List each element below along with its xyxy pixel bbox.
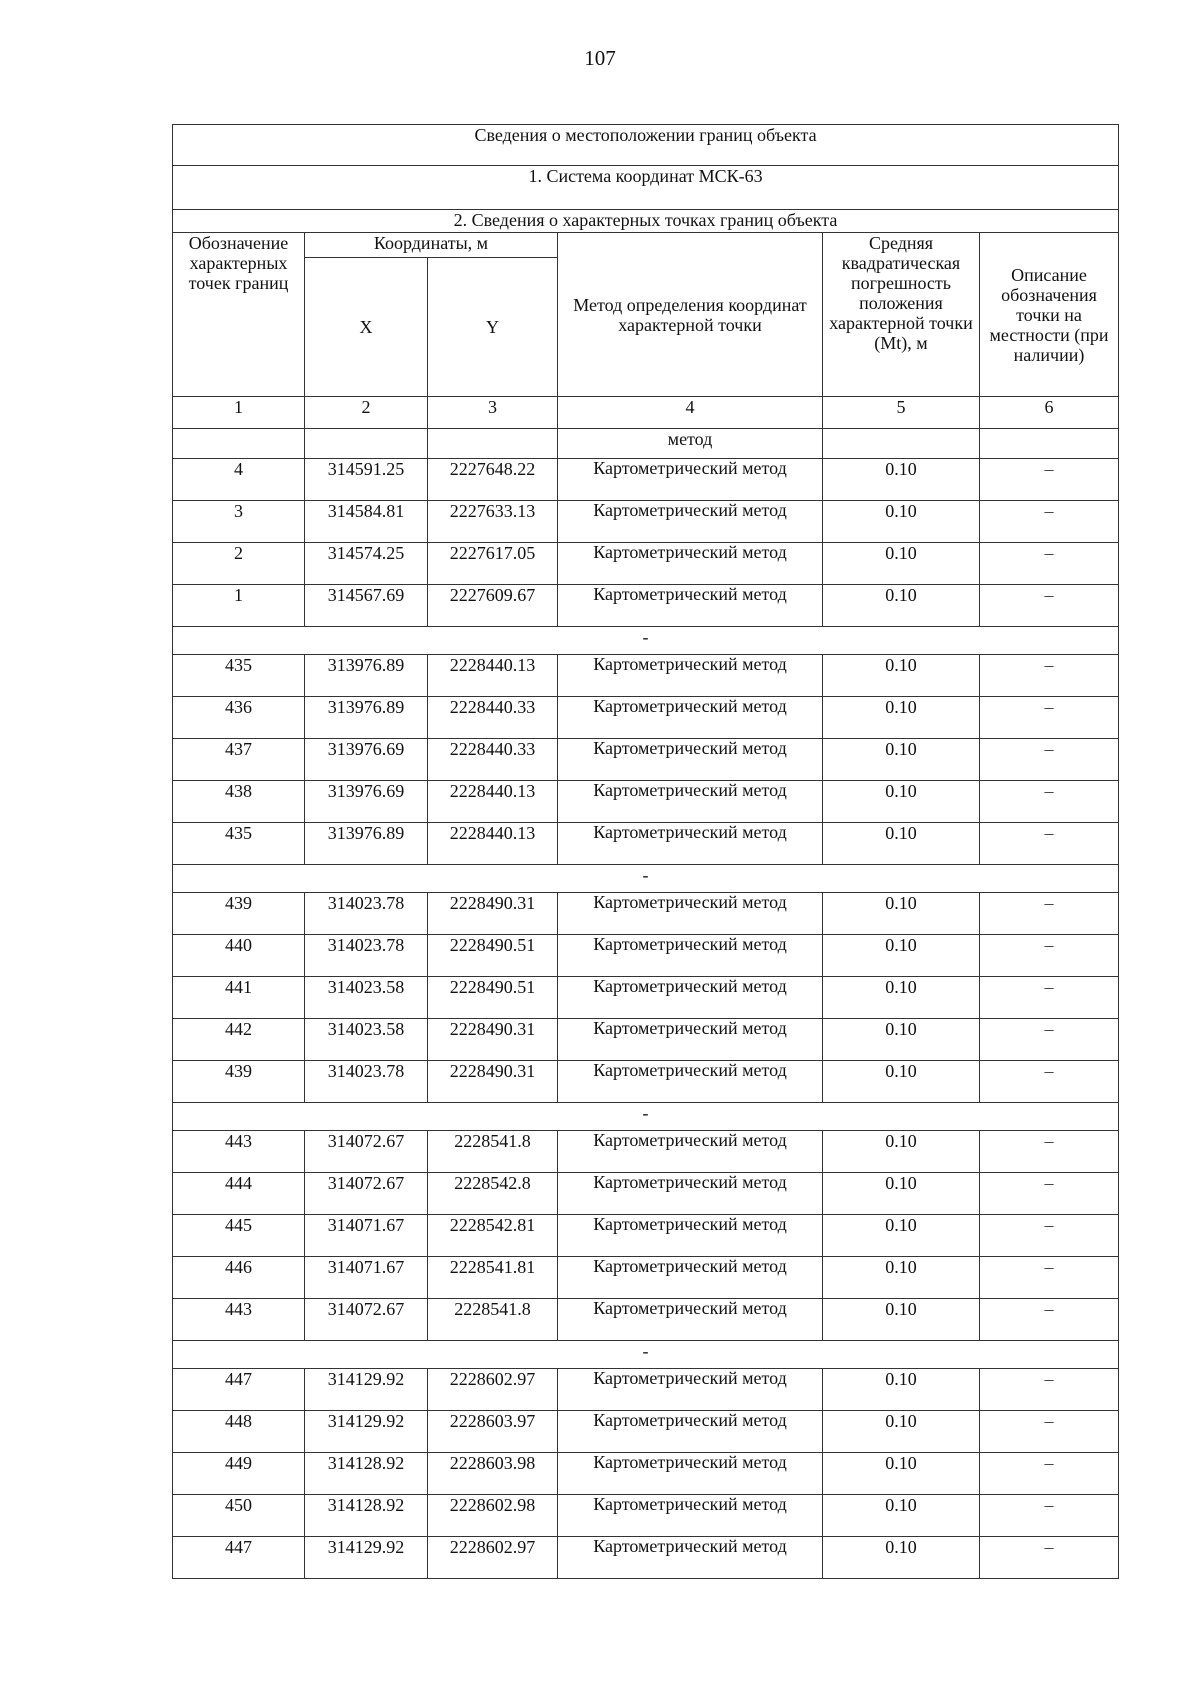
- y-cell: 2228490.31: [428, 893, 558, 935]
- method-cell: Картометрический метод: [558, 1369, 823, 1411]
- point-cell: 447: [173, 1369, 305, 1411]
- group-separator: -: [173, 865, 1119, 893]
- method-cell: Картометрический метод: [558, 1019, 823, 1061]
- y-cell: 2228603.98: [428, 1453, 558, 1495]
- x-cell: 313976.89: [305, 697, 428, 739]
- group-separator-row: [173, 1103, 1119, 1131]
- method-cell: Картометрический метод: [558, 739, 823, 781]
- table-row: [173, 585, 1119, 627]
- description-cell: –: [980, 1453, 1119, 1495]
- error-cell: 0.10: [823, 1061, 980, 1103]
- error-cell: 0.10: [823, 823, 980, 865]
- group-separator-row: [173, 627, 1119, 655]
- description-cell: –: [980, 1537, 1119, 1579]
- point-cell: 4: [173, 459, 305, 501]
- table-row: [173, 1299, 1119, 1341]
- point-cell: 444: [173, 1173, 305, 1215]
- description-cell: –: [980, 739, 1119, 781]
- error-cell: 0.10: [823, 459, 980, 501]
- table-row: [173, 459, 1119, 501]
- point-cell: 450: [173, 1495, 305, 1537]
- method-cell: Картометрический метод: [558, 1495, 823, 1537]
- y-cell: 2228440.13: [428, 823, 558, 865]
- description-cell: –: [980, 1061, 1119, 1103]
- error-cell: 0.10: [823, 781, 980, 823]
- description-cell: –: [980, 543, 1119, 585]
- header-error: Средняя квадратическая погрешность положения характерной точки (Mt), м: [823, 233, 980, 397]
- description-cell: –: [980, 1019, 1119, 1061]
- method-cell: Картометрический метод: [558, 1453, 823, 1495]
- error-cell: 0.10: [823, 1019, 980, 1061]
- table-row: [173, 1131, 1119, 1173]
- point-cell: 443: [173, 1131, 305, 1173]
- group-separator: -: [173, 1341, 1119, 1369]
- description-cell: –: [980, 501, 1119, 543]
- x-cell: 314023.78: [305, 1061, 428, 1103]
- x-cell: 314071.67: [305, 1215, 428, 1257]
- description-cell: –: [980, 781, 1119, 823]
- description-cell: –: [980, 1369, 1119, 1411]
- method-cell: Картометрический метод: [558, 697, 823, 739]
- point-cell: 449: [173, 1453, 305, 1495]
- method-cell: Картометрический метод: [558, 1131, 823, 1173]
- table-row: [173, 1411, 1119, 1453]
- y-cell: 2228490.31: [428, 1019, 558, 1061]
- x-cell: 314072.67: [305, 1299, 428, 1341]
- method-cell: Картометрический метод: [558, 1215, 823, 1257]
- point-cell: 440: [173, 935, 305, 977]
- header-x: X: [305, 258, 428, 397]
- error-cell: 0.10: [823, 739, 980, 781]
- table-row: [173, 1453, 1119, 1495]
- point-cell: 435: [173, 823, 305, 865]
- error-cell: 0.10: [823, 501, 980, 543]
- header-method: Метод определения координат характерной точки: [558, 233, 823, 397]
- y-cell: 2227648.22: [428, 459, 558, 501]
- table-body: [173, 125, 1119, 1579]
- boundary-table: [172, 124, 1119, 1579]
- y-cell: 2228541.8: [428, 1131, 558, 1173]
- description-cell: –: [980, 655, 1119, 697]
- x-cell: 314591.25: [305, 459, 428, 501]
- point-cell: 447: [173, 1537, 305, 1579]
- description-cell: –: [980, 1299, 1119, 1341]
- point-cell: 435: [173, 655, 305, 697]
- column-number: 6: [980, 397, 1119, 429]
- points-heading: 2. Сведения о характерных точках границ объекта: [173, 210, 1119, 233]
- description-cell: –: [980, 697, 1119, 739]
- error-cell: 0.10: [823, 1537, 980, 1579]
- method-cell: Картометрический метод: [558, 655, 823, 697]
- y-cell: 2228440.13: [428, 781, 558, 823]
- column-number: 5: [823, 397, 980, 429]
- y-cell: 2228602.97: [428, 1369, 558, 1411]
- x-cell: 314072.67: [305, 1131, 428, 1173]
- method-cell: Картометрический метод: [558, 1537, 823, 1579]
- error-cell: 0.10: [823, 655, 980, 697]
- y-cell: 2227633.13: [428, 501, 558, 543]
- description-cell: –: [980, 823, 1119, 865]
- point-cell: 443: [173, 1299, 305, 1341]
- coord-system: 1. Система координат МСК-63: [173, 166, 1119, 210]
- column-number: 3: [428, 397, 558, 429]
- continued-cell: [980, 429, 1119, 459]
- description-cell: –: [980, 1173, 1119, 1215]
- header-coordinates: Координаты, м: [305, 233, 558, 258]
- method-cell: Картометрический метод: [558, 543, 823, 585]
- y-cell: 2228541.81: [428, 1257, 558, 1299]
- error-cell: 0.10: [823, 1215, 980, 1257]
- method-cell: Картометрический метод: [558, 501, 823, 543]
- error-cell: 0.10: [823, 1257, 980, 1299]
- description-cell: –: [980, 893, 1119, 935]
- description-cell: –: [980, 1215, 1119, 1257]
- continued-cell: [823, 429, 980, 459]
- y-cell: 2228602.98: [428, 1495, 558, 1537]
- y-cell: 2228490.51: [428, 935, 558, 977]
- point-cell: 436: [173, 697, 305, 739]
- header-description: Описание обозначения точки на местности (при наличии): [980, 233, 1119, 397]
- table-title: Сведения о местоположении границ объекта: [173, 125, 1119, 166]
- table-row: [173, 893, 1119, 935]
- error-cell: 0.10: [823, 543, 980, 585]
- x-cell: 314023.58: [305, 1019, 428, 1061]
- continued-cell: [428, 429, 558, 459]
- group-separator: -: [173, 627, 1119, 655]
- point-cell: 437: [173, 739, 305, 781]
- method-cell: Картометрический метод: [558, 935, 823, 977]
- continued-cell: [173, 429, 305, 459]
- x-cell: 314574.25: [305, 543, 428, 585]
- x-cell: 314129.92: [305, 1537, 428, 1579]
- continued-cell: [305, 429, 428, 459]
- method-cell: Картометрический метод: [558, 585, 823, 627]
- table-row: [173, 1019, 1119, 1061]
- table-row: [173, 1215, 1119, 1257]
- point-cell: 439: [173, 1061, 305, 1103]
- y-cell: 2228603.97: [428, 1411, 558, 1453]
- y-cell: 2228490.31: [428, 1061, 558, 1103]
- error-cell: 0.10: [823, 1453, 980, 1495]
- error-cell: 0.10: [823, 893, 980, 935]
- point-cell: 439: [173, 893, 305, 935]
- column-number: 1: [173, 397, 305, 429]
- table-row: [173, 1257, 1119, 1299]
- point-cell: 2: [173, 543, 305, 585]
- description-cell: –: [980, 977, 1119, 1019]
- x-cell: 313976.89: [305, 823, 428, 865]
- table-row: [173, 1061, 1119, 1103]
- table-row: [173, 1537, 1119, 1579]
- method-cell: Картометрический метод: [558, 1061, 823, 1103]
- x-cell: 314129.92: [305, 1369, 428, 1411]
- continued-row: [173, 429, 1119, 459]
- table-row: [173, 823, 1119, 865]
- page-number: 107: [584, 46, 616, 70]
- x-cell: 313976.69: [305, 781, 428, 823]
- coord-system-row: [173, 166, 1119, 210]
- y-cell: 2228440.13: [428, 655, 558, 697]
- y-cell: 2227617.05: [428, 543, 558, 585]
- description-cell: –: [980, 585, 1119, 627]
- table-row: [173, 977, 1119, 1019]
- point-cell: 438: [173, 781, 305, 823]
- method-cell: Картометрический метод: [558, 1411, 823, 1453]
- method-cell: Картометрический метод: [558, 1173, 823, 1215]
- column-number: 4: [558, 397, 823, 429]
- points-heading-row: [173, 210, 1119, 233]
- point-cell: 3: [173, 501, 305, 543]
- table-row: [173, 501, 1119, 543]
- x-cell: 314023.78: [305, 935, 428, 977]
- y-cell: 2228602.97: [428, 1537, 558, 1579]
- error-cell: 0.10: [823, 935, 980, 977]
- method-cell: Картометрический метод: [558, 1299, 823, 1341]
- table-row: [173, 543, 1119, 585]
- table-row: [173, 935, 1119, 977]
- point-cell: 445: [173, 1215, 305, 1257]
- y-cell: 2228541.8: [428, 1299, 558, 1341]
- x-cell: 313976.69: [305, 739, 428, 781]
- description-cell: –: [980, 1495, 1119, 1537]
- x-cell: 313976.89: [305, 655, 428, 697]
- error-cell: 0.10: [823, 1299, 980, 1341]
- method-cell: Картометрический метод: [558, 781, 823, 823]
- x-cell: 314584.81: [305, 501, 428, 543]
- x-cell: 314072.67: [305, 1173, 428, 1215]
- column-number-row: [173, 397, 1119, 429]
- point-cell: 441: [173, 977, 305, 1019]
- header-designation: Обозначение характерных точек границ: [173, 233, 305, 397]
- point-cell: 446: [173, 1257, 305, 1299]
- point-cell: 448: [173, 1411, 305, 1453]
- error-cell: 0.10: [823, 1173, 980, 1215]
- x-cell: 314071.67: [305, 1257, 428, 1299]
- error-cell: 0.10: [823, 585, 980, 627]
- table-title-row: [173, 125, 1119, 166]
- y-cell: 2228542.8: [428, 1173, 558, 1215]
- table-row: [173, 1369, 1119, 1411]
- column-number: 2: [305, 397, 428, 429]
- method-cell: Картометрический метод: [558, 893, 823, 935]
- x-cell: 314129.92: [305, 1411, 428, 1453]
- x-cell: 314128.92: [305, 1453, 428, 1495]
- description-cell: –: [980, 1411, 1119, 1453]
- table-row: [173, 739, 1119, 781]
- x-cell: 314567.69: [305, 585, 428, 627]
- description-cell: –: [980, 1257, 1119, 1299]
- group-separator: -: [173, 1103, 1119, 1131]
- group-separator-row: [173, 865, 1119, 893]
- y-cell: 2228440.33: [428, 739, 558, 781]
- x-cell: 314023.58: [305, 977, 428, 1019]
- group-separator-row: [173, 1341, 1119, 1369]
- description-cell: –: [980, 1131, 1119, 1173]
- table-row: [173, 781, 1119, 823]
- error-cell: 0.10: [823, 697, 980, 739]
- method-cell: Картометрический метод: [558, 823, 823, 865]
- y-cell: 2227609.67: [428, 585, 558, 627]
- header-y: Y: [428, 258, 558, 397]
- point-cell: 1: [173, 585, 305, 627]
- continued-method: метод: [558, 429, 823, 459]
- x-cell: 314023.78: [305, 893, 428, 935]
- header-row-1: [173, 233, 1119, 258]
- error-cell: 0.10: [823, 1369, 980, 1411]
- method-cell: Картометрический метод: [558, 459, 823, 501]
- description-cell: –: [980, 935, 1119, 977]
- y-cell: 2228440.33: [428, 697, 558, 739]
- point-cell: 442: [173, 1019, 305, 1061]
- y-cell: 2228542.81: [428, 1215, 558, 1257]
- table-row: [173, 655, 1119, 697]
- table-row: [173, 697, 1119, 739]
- description-cell: –: [980, 459, 1119, 501]
- y-cell: 2228490.51: [428, 977, 558, 1019]
- table-row: [173, 1495, 1119, 1537]
- error-cell: 0.10: [823, 1411, 980, 1453]
- error-cell: 0.10: [823, 1131, 980, 1173]
- table-row: [173, 1173, 1119, 1215]
- error-cell: 0.10: [823, 1495, 980, 1537]
- error-cell: 0.10: [823, 977, 980, 1019]
- x-cell: 314128.92: [305, 1495, 428, 1537]
- method-cell: Картометрический метод: [558, 977, 823, 1019]
- method-cell: Картометрический метод: [558, 1257, 823, 1299]
